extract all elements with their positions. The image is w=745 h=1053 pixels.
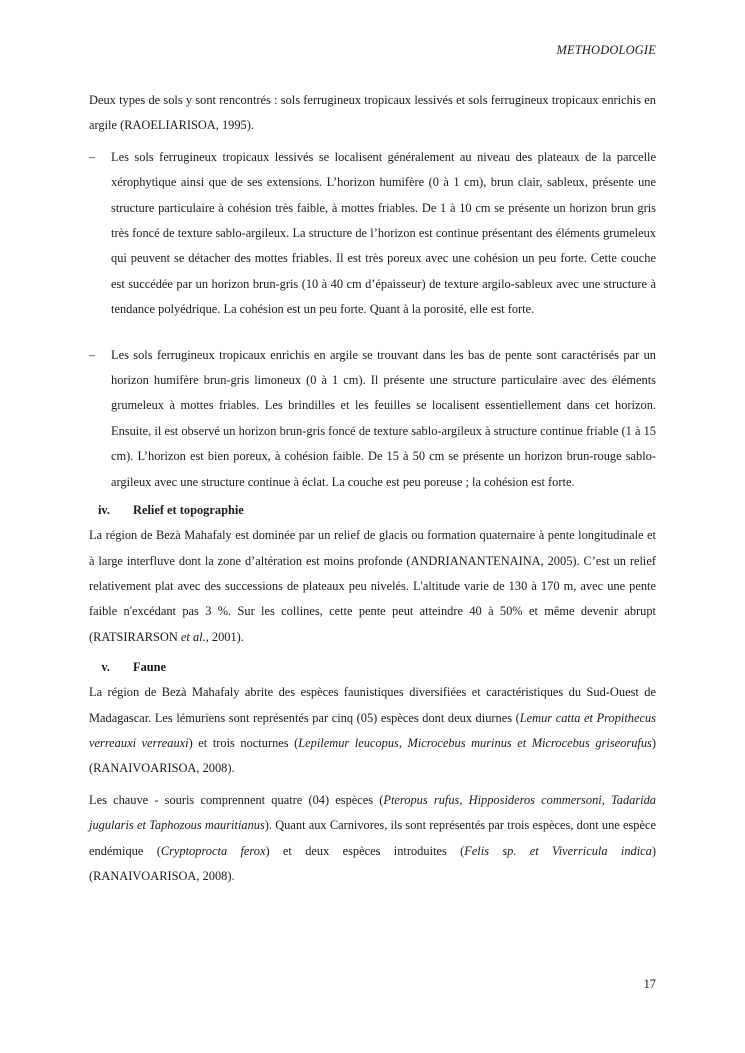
dash-marker: – [89,347,96,362]
intro-paragraph: Deux types de sols y sont rencontrés : sols ferrugineux tropicaux lessivés et sols ferrugineux tropicaux enrichis en argile (RAOELIARISOA, 1995). [89,93,656,133]
page-number: 17 [643,977,656,991]
section-number: iv. [97,503,110,518]
section-relief [89,498,656,650]
section-title: Relief et topographie [133,503,244,518]
section-title: Faune [133,660,167,675]
list-item [89,145,656,323]
page-content [89,88,656,889]
list-item-text: Les sols ferrugineux tropicaux enrichis en argile se trouvant dans les bas de pente sont caractérisés par un horizon humifère brun-gris limoneux (0 à 1 cm). Il présente une structure particulaire avec des éléments grumeleux à mottes friables. Les brindilles et les feuilles se localisent essentiellement dans cet horizon. Ensuite, il est observé un horizon brun-gris foncé de texture sablo-argileux à structure continue friable (1 à 15 cm). L’horizon est bien poreux, à cohésion faible. De 15 à 50 cm se présente un horizon brun-rouge sablo-argileux avec une structure continue à éclat. La couche est peu poreuse ; la cohésion est forte. [111,347,656,489]
section-number: v. [101,660,110,675]
running-header: METHODOLOGIE [556,43,656,57]
section-paragraph: Les chauve - souris comprennent quatre (04) espèces (Pteropus rufus, Hipposideros commersoni, Tadarida jugularis et Taphozous mauritianus). Quant aux Carnivores, ils sont représentés par trois espèces, dont une espèce endémique (Cryptoprocta ferox) et deux espèces introduites (Felis sp. et Viverricula indica) (RANAIVOARISOA, 2008). [89,792,657,883]
list-item [89,343,656,495]
section-paragraph: La région de Bezà Mahafaly est dominée par un relief de glacis ou formation quaternaire à pente longitudinale et à large interfluve dont la zone d’altération est moins profonde (ANDRIANANTENAINA, 2005). C’est un relief relativement plat avec des successions de plateaux peu nivelés. L'altitude varie de 130 à 170 m, avec une pente faible n'excédant pas 3 %. Sur les collines, cette pente peut atteindre 40 à 50% et même devenir abrupt (RATSIRARSON et al., 2001). [89,528,656,644]
section-fauna [89,655,656,889]
list-item-text: Les sols ferrugineux tropicaux lessivés se localisent généralement au niveau des plateaux de la parcelle xérophytique ainsi que de ses extensions. L’horizon humifère (0 à 1 cm), brun clair, sableux, présente une structure particulaire à cohésion très faible, à mottes friables. De 1 à 10 cm se présente un horizon brun gris très foncé de texture sablo-argileux. La structure de l’horizon est continue présentant des éléments grumeleux qui peuvent se détacher des mottes friables. Il est très poreux avec une cohésion un peu forte. Cette couche est succédée par un horizon brun-gris (10 à 40 cm d’épaisseur) de texture argilo-sableux avec une structure à tendance polyédrique. La cohésion est un peu forte. Quant à la porosité, elle est forte. [111,149,656,317]
soil-list [89,145,656,323]
section-heading [89,655,656,680]
dash-marker: – [89,149,96,164]
soil-list-2 [89,343,656,495]
section-paragraph: La région de Bezà Mahafaly abrite des espèces faunistiques diversifiées et caractéristiques du Sud-Ouest de Madagascar. Les lémuriens sont représentés par cinq (05) espèces dont deux diurnes (Lemur catta et Propithecus verreauxi verreauxi) et trois nocturnes (Lepilemur leucopus, Microcebus murinus et Microcebus griseorufus) (RANAIVOARISOA, 2008). [89,685,656,776]
section-heading [89,498,656,523]
